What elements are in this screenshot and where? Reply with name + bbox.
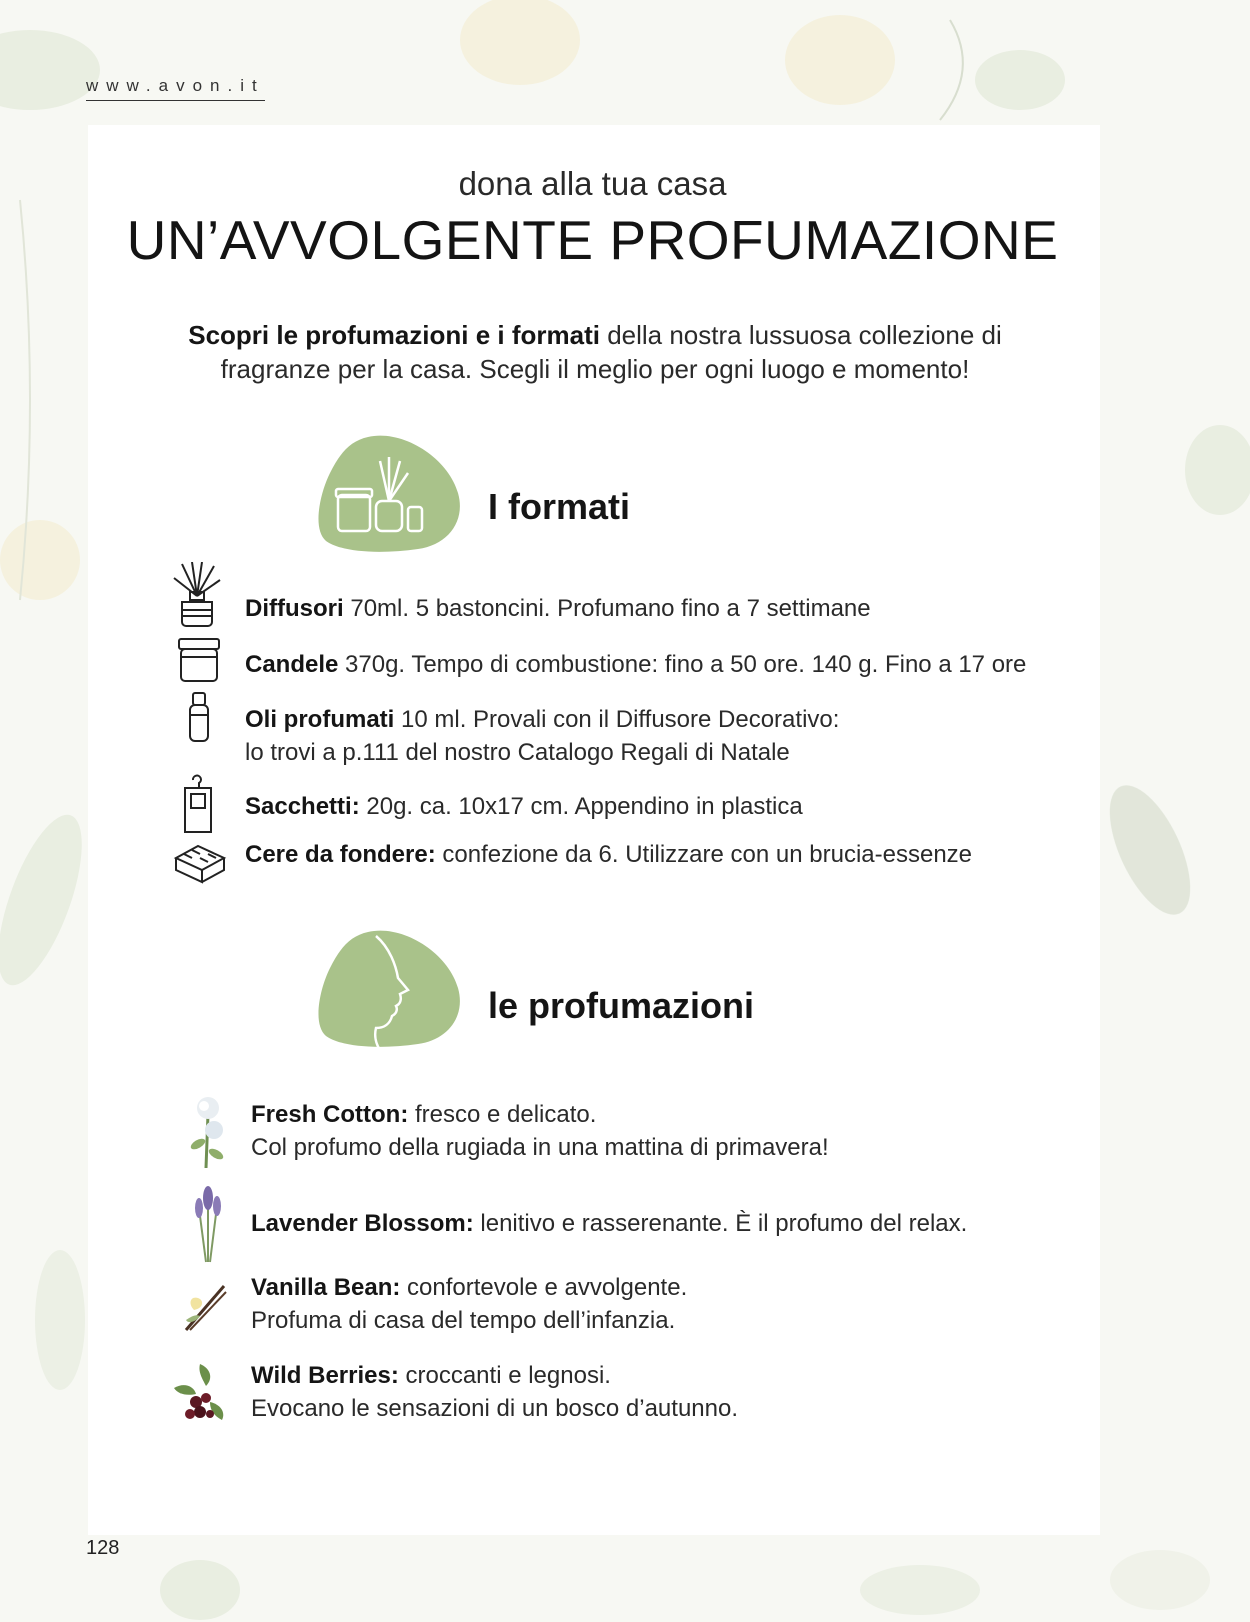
wild-berries-icon xyxy=(170,1358,232,1430)
format-desc: 370g. Tempo di combustione: fino a 50 ore. 140 g. Fino a 17 ore xyxy=(338,651,1027,678)
candle-jar-icon xyxy=(176,637,222,683)
format-row-sacchetti xyxy=(245,790,803,823)
intro-line1: della nostra lussuosa collezione di xyxy=(599,320,1002,350)
cotton-flower-icon xyxy=(186,1094,230,1170)
scents-badge-icon xyxy=(318,928,463,1050)
format-desc: confezione da 6. Utilizzare con un brucia-essenze xyxy=(435,841,973,868)
format-row-candele xyxy=(245,648,1026,681)
page-title: UN’AVVOLGENTE PROFUMAZIONE xyxy=(126,209,1059,271)
scent-desc: fresco e delicato. xyxy=(408,1101,597,1128)
scent-desc: croccanti e legnosi. xyxy=(398,1362,611,1389)
formats-badge-icon xyxy=(318,433,463,555)
scent-desc-line2: Col profumo della rugiada in una mattina di primavera! xyxy=(251,1134,829,1161)
format-name: Oli profumati xyxy=(245,706,395,733)
intro-line2: fragranze per la casa. Scegli il meglio per ogni luogo e momento! xyxy=(220,354,970,384)
lavender-icon xyxy=(190,1186,226,1264)
format-desc: 70ml. 5 bastoncini. Profumano fino a 7 settimane xyxy=(343,595,871,622)
scent-name: Vanilla Bean: xyxy=(251,1274,401,1301)
format-row-oli xyxy=(245,703,839,769)
scent-row-wild-berries xyxy=(251,1359,738,1425)
scent-name: Wild Berries: xyxy=(251,1362,399,1389)
intro-bold: Scopri le profumazioni e i formati xyxy=(188,320,600,350)
sachet-icon xyxy=(183,774,213,834)
format-desc-line2: lo trovi a p.111 del nostro Catalogo Regali di Natale xyxy=(245,739,790,766)
oil-bottle-icon xyxy=(186,691,212,743)
format-row-cere xyxy=(245,838,972,871)
scent-name: Fresh Cotton: xyxy=(251,1101,409,1128)
scent-desc: lenitivo e rasserenante. È il profumo del relax. xyxy=(473,1210,968,1237)
reed-diffuser-icon xyxy=(172,562,222,628)
intro-paragraph xyxy=(100,318,1090,386)
format-name: Diffusori xyxy=(245,595,344,622)
page-subtitle: dona alla tua casa xyxy=(458,165,727,202)
scent-desc-line2: Evocano le sensazioni di un bosco d’autunno. xyxy=(251,1395,739,1422)
page-number: 128 xyxy=(86,1537,120,1559)
format-desc: 10 ml. Provali con il Diffusore Decorativo: xyxy=(394,706,840,733)
scent-desc: confortevole e avvolgente. xyxy=(400,1274,688,1301)
format-name: Cere da fondere: xyxy=(245,841,436,868)
format-row-diffusori xyxy=(245,592,871,625)
scent-row-vanilla xyxy=(251,1271,687,1337)
format-name: Candele xyxy=(245,651,339,678)
scents-heading: le profumazioni xyxy=(488,985,755,1026)
formats-heading: I formati xyxy=(488,486,631,527)
scent-row-fresh-cotton xyxy=(251,1098,829,1164)
scent-row-lavender xyxy=(251,1207,967,1240)
site-url[interactable]: www.avon.it xyxy=(86,76,265,101)
wax-melts-icon xyxy=(172,842,228,886)
format-name: Sacchetti: xyxy=(245,793,360,820)
vanilla-bean-icon xyxy=(178,1280,230,1336)
format-desc: 20g. ca. 10x17 cm. Appendino in plastica xyxy=(359,793,803,820)
scent-desc-line2: Profuma di casa del tempo dell’infanzia. xyxy=(251,1307,676,1334)
scent-name: Lavender Blossom: xyxy=(251,1210,474,1237)
